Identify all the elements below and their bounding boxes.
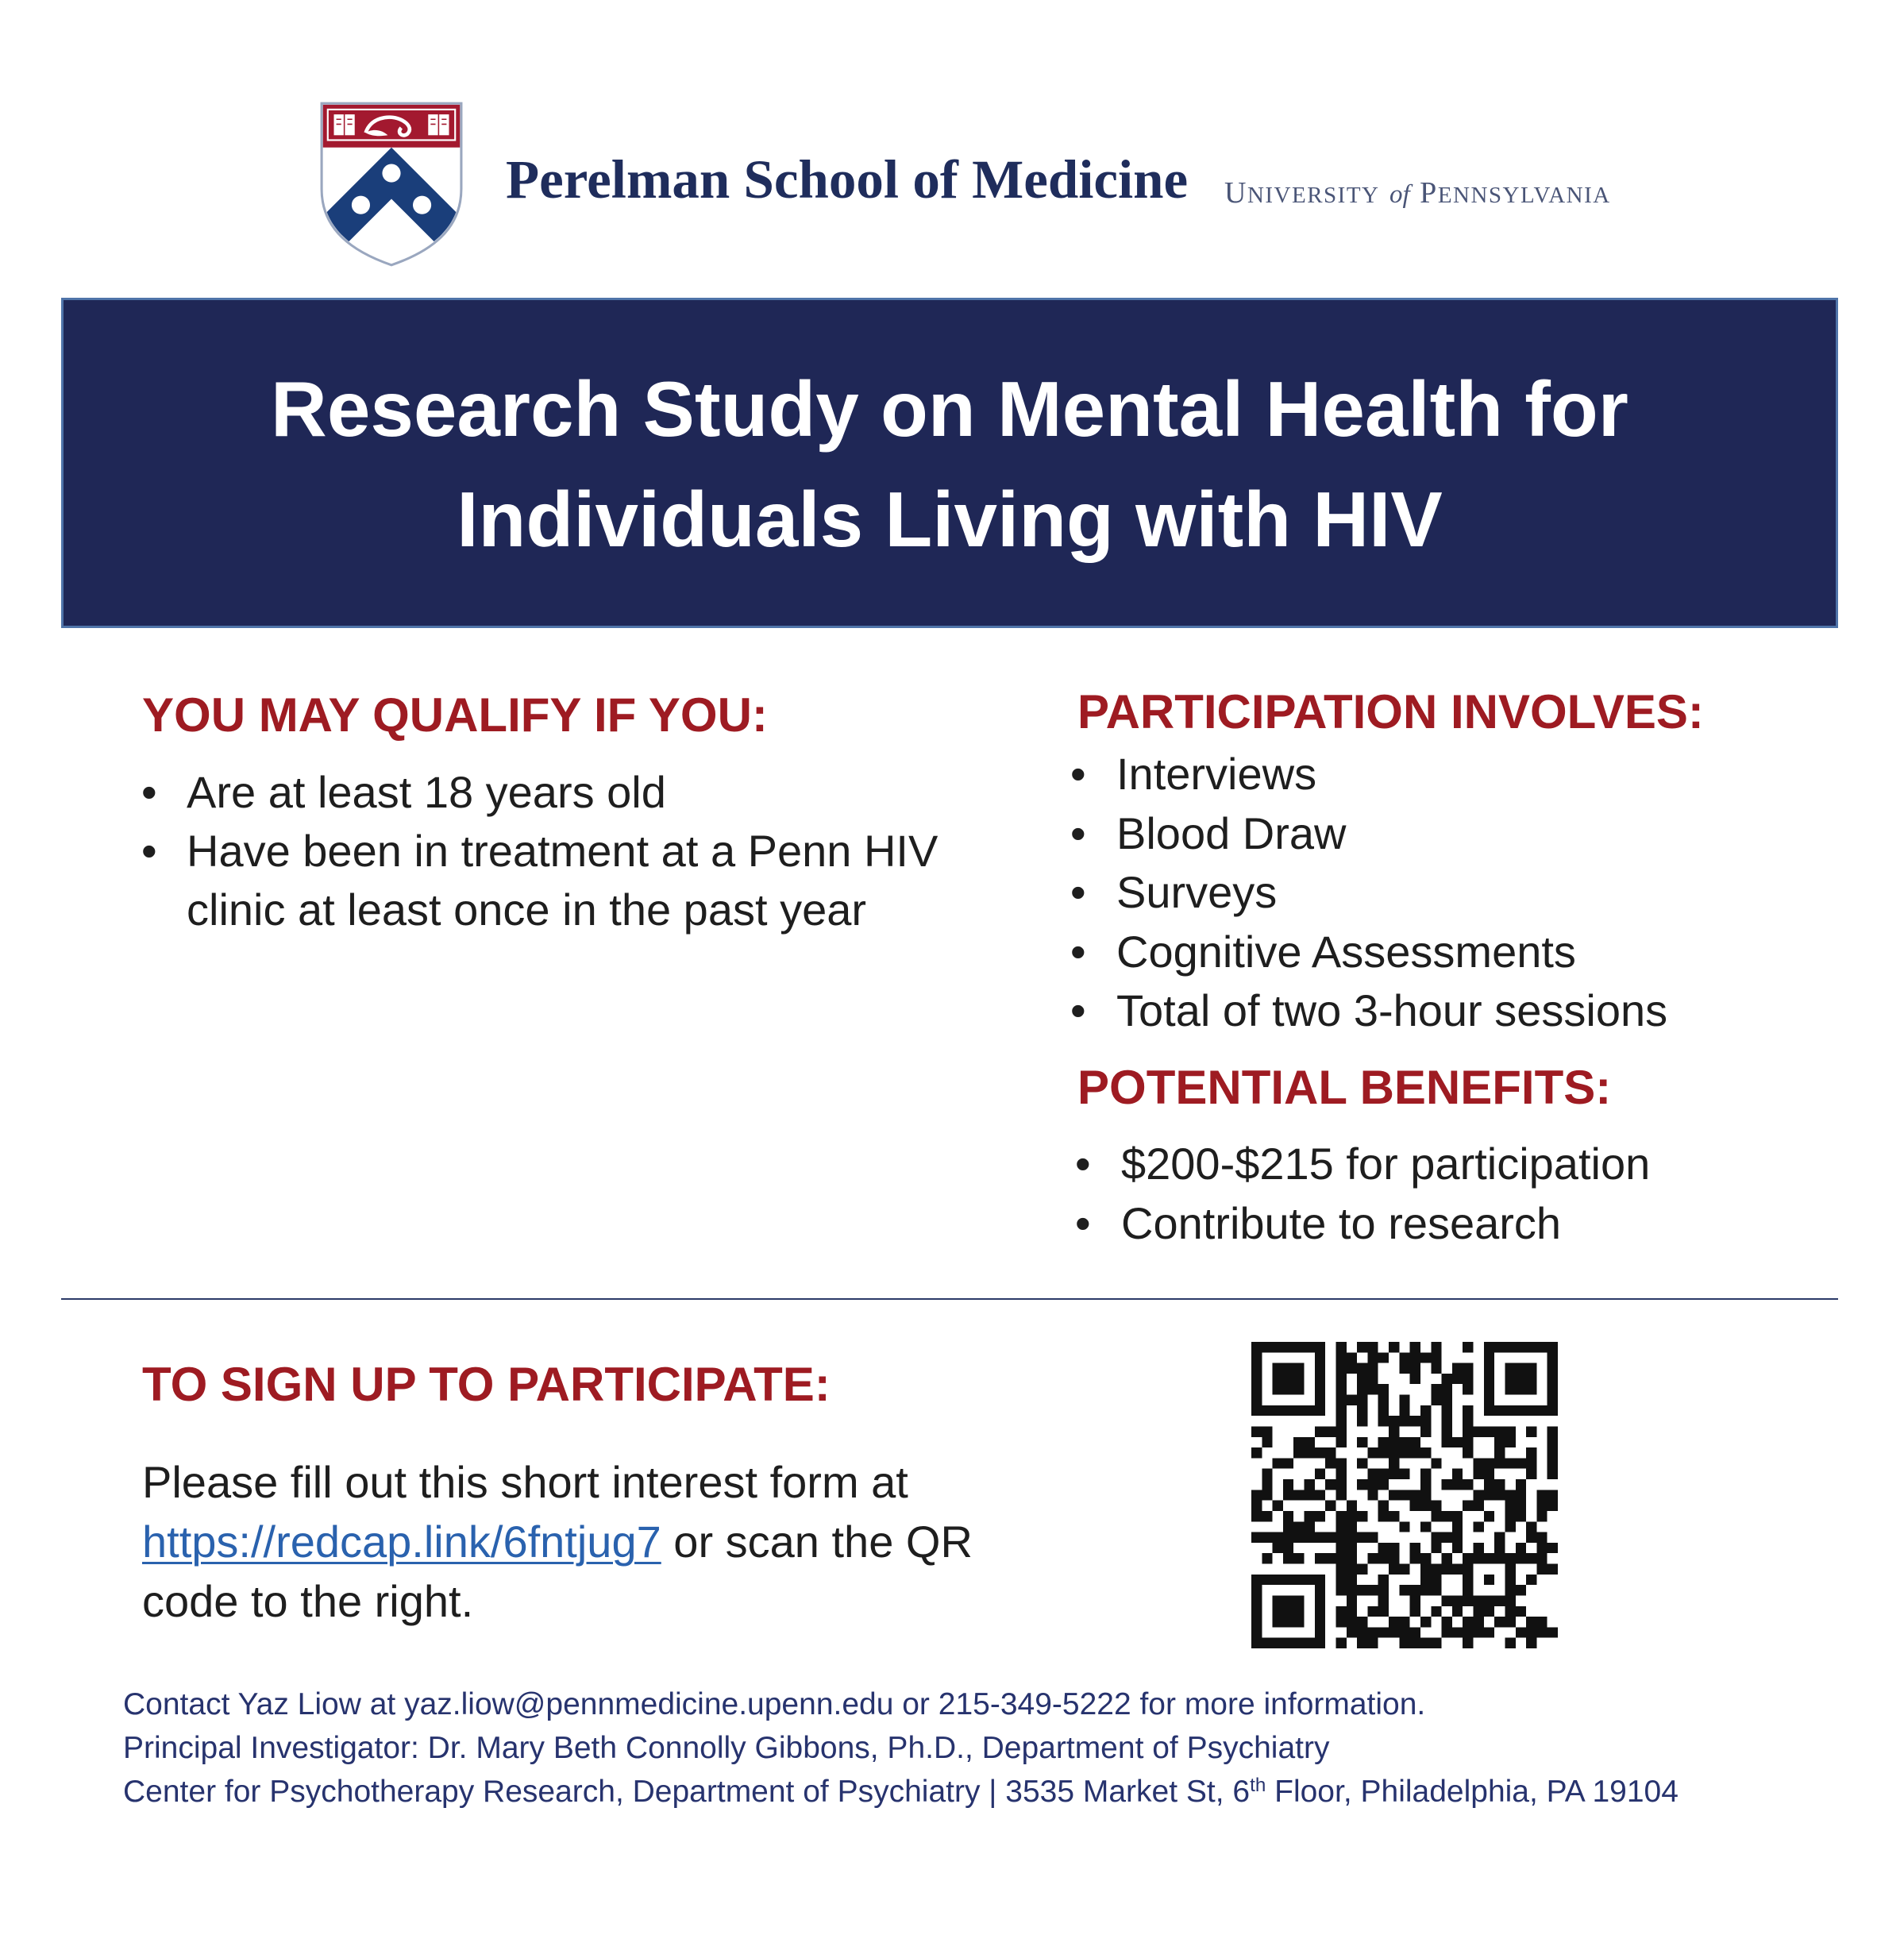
section-divider — [61, 1298, 1838, 1300]
contact-line: Contact Yaz Liow at yaz.liow@pennmedicine.upenn.edu or 215-349-5222 for more information. — [123, 1687, 1426, 1721]
qualify-item: • Have been in treatment at a Penn HIV clinic at least once in the past year — [187, 822, 989, 939]
signup-form-link[interactable]: https://redcap.link/6fntjug7 — [142, 1517, 661, 1567]
signup-heading: TO SIGN UP TO PARTICIPATE: — [142, 1358, 831, 1411]
address-text-end: Floor, Philadelphia, PA 19104 — [1266, 1775, 1679, 1809]
qr-code-icon — [1251, 1342, 1558, 1648]
participation-item: • Interviews — [1116, 745, 1831, 804]
university-wordmark — [1224, 177, 1611, 211]
benefits-list — [1121, 1134, 1836, 1253]
address-superscript: th — [1250, 1774, 1266, 1796]
university-word: UNIVERSITY — [1224, 176, 1380, 210]
address-line — [123, 1770, 1679, 1814]
state-word: PENNSYLVANIA — [1420, 176, 1611, 210]
title-banner — [61, 298, 1838, 628]
participation-heading: PARTICIPATION INVOLVES: — [1077, 685, 1704, 738]
title-line: Individuals Living with HIV — [457, 476, 1443, 563]
participation-item: • Blood Draw — [1116, 804, 1831, 864]
title-line: Research Study on Mental Health for — [271, 365, 1628, 453]
qualify-heading: YOU MAY QUALIFY IF YOU: — [142, 688, 768, 742]
participation-item: • Cognitive Assessments — [1116, 923, 1831, 982]
qualify-list — [187, 763, 989, 939]
school-name: Perelman School of Medicine — [506, 149, 1189, 210]
penn-shield-icon — [319, 101, 464, 268]
contact-info — [123, 1683, 1679, 1814]
signup-text-after: or scan the QR code to the right. — [142, 1517, 973, 1626]
benefits-item: • $200-$215 for participation — [1121, 1134, 1836, 1193]
of-word: of — [1389, 180, 1410, 209]
qualify-item: • Are at least 18 years old — [187, 763, 989, 822]
benefits-item: • Contribute to research — [1121, 1193, 1836, 1253]
address-text: Center for Psychotherapy Research, Department of Psychiatry | 3535 Market St, 6 — [123, 1775, 1251, 1809]
signup-text-before: Please fill out this short interest form at — [142, 1457, 908, 1507]
participation-list — [1116, 745, 1831, 1041]
signup-instructions — [142, 1452, 1016, 1631]
benefits-heading: POTENTIAL BENEFITS: — [1077, 1061, 1612, 1114]
investigator-line: Principal Investigator: Dr. Mary Beth Connolly Gibbons, Ph.D., Department of Psychiatry — [123, 1731, 1330, 1765]
participation-item: • Surveys — [1116, 863, 1831, 923]
page-title — [64, 354, 1836, 575]
participation-item: • Total of two 3-hour sessions — [1116, 981, 1831, 1041]
